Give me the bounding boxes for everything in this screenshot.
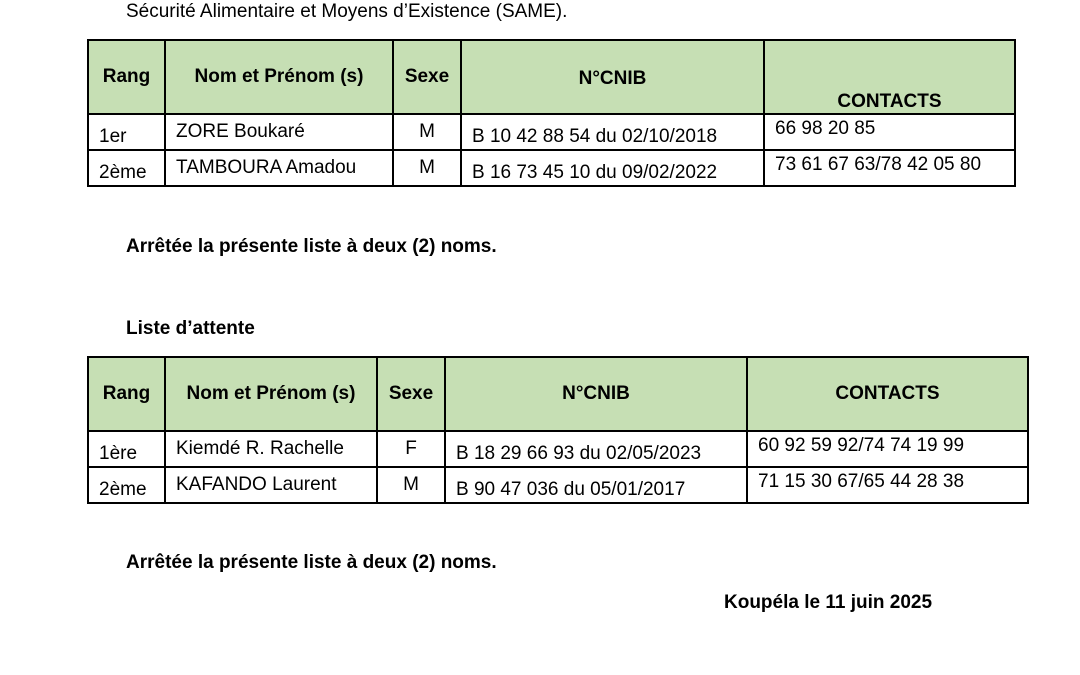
cell-sexe: M (393, 150, 461, 186)
header-sexe: Sexe (393, 40, 461, 114)
waiting-list-table (87, 356, 1029, 504)
intro-text: Sécurité Alimentaire et Moyens d’Existence (SAME). (126, 1, 568, 22)
header-rang: Rang (88, 40, 165, 114)
cell-cnib: B 90 47 036 du 05/01/2017 (445, 467, 747, 503)
cell-nom: TAMBOURA Amadou (165, 150, 393, 186)
cell-contacts: 60 92 59 92/74 74 19 99 (747, 431, 1028, 467)
main-list-table (87, 39, 1016, 187)
header-rang: Rang (88, 357, 165, 431)
table-header-row (88, 40, 1015, 114)
place-date: Koupéla le 11 juin 2025 (724, 592, 933, 613)
cell-contacts: 71 15 30 67/65 44 28 38 (747, 467, 1028, 503)
header-nom: Nom et Prénom (s) (165, 357, 377, 431)
table-row (88, 150, 1015, 186)
header-cnib: N°CNIB (461, 40, 764, 114)
table-row (88, 114, 1015, 150)
cell-contacts: 66 98 20 85 (764, 114, 1015, 150)
header-cnib: N°CNIB (445, 357, 747, 431)
cell-nom: KAFANDO Laurent (165, 467, 377, 503)
cell-rang: 1er (88, 114, 165, 150)
cell-rang: 1ère (88, 431, 165, 467)
cell-sexe: M (393, 114, 461, 150)
closing-statement-2: Arrêtée la présente liste à deux (2) noms. (126, 552, 497, 573)
table-row (88, 467, 1028, 503)
closing-statement-1: Arrêtée la présente liste à deux (2) noms. (126, 236, 497, 257)
cell-nom: Kiemdé R. Rachelle (165, 431, 377, 467)
cell-contacts: 73 61 67 63/78 42 05 80 (764, 150, 1015, 186)
table-header-row (88, 357, 1028, 431)
header-contacts: CONTACTS (764, 40, 1015, 114)
waiting-list-title: Liste d’attente (126, 318, 255, 339)
cell-sexe: F (377, 431, 445, 467)
cell-rang: 2ème (88, 467, 165, 503)
header-contacts: CONTACTS (747, 357, 1028, 431)
header-sexe: Sexe (377, 357, 445, 431)
cell-nom: ZORE Boukaré (165, 114, 393, 150)
cell-sexe: M (377, 467, 445, 503)
cell-rang: 2ème (88, 150, 165, 186)
table-row (88, 431, 1028, 467)
cell-cnib: B 10 42 88 54 du 02/10/2018 (461, 114, 764, 150)
cell-cnib: B 16 73 45 10 du 09/02/2022 (461, 150, 764, 186)
cell-cnib: B 18 29 66 93 du 02/05/2023 (445, 431, 747, 467)
header-nom: Nom et Prénom (s) (165, 40, 393, 114)
